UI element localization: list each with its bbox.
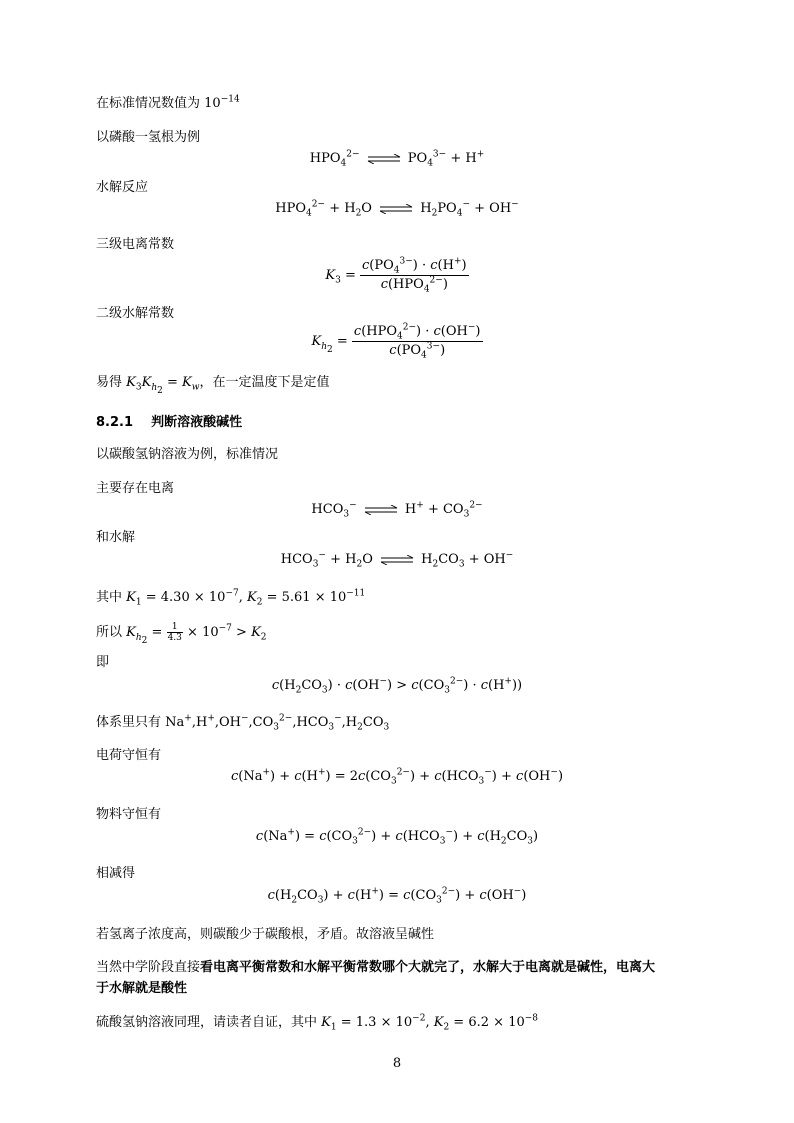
- text-line: 即: [96, 655, 110, 670]
- equation-mass-balance: $c(Na^+) = c(CO_3^{2-}) + c(HCO_3^-) + c(H_2CO_3)$: [255, 827, 539, 847]
- equation-hpo4-hydrolysis: $HPO_4^{2-} + H_2O$ $H_2PO_4^- + OH^-$: [275, 199, 519, 219]
- equation-hpo4-ionization: $HPO_4^{2-}$ $PO_4^{3-} + H^+$: [309, 149, 485, 169]
- text-line: 易得 $K_3K_{h_2} = K_w$，在一定温度下是定值: [96, 375, 330, 396]
- text-line: 三级电离常数: [96, 237, 175, 252]
- equation-inequality: $c(H_2CO_3) \cdot c(OH^-) > c(CO_3^{2-}) \cdot c(H^+)$): [271, 676, 523, 696]
- text-line: 以磷酸一氢根为例: [96, 130, 201, 145]
- text-line: 在标准情况数值为 $10^{-14}$: [96, 94, 240, 111]
- text-line: 电荷守恒有: [96, 748, 162, 763]
- equation-subtraction: $c(H_2CO_3) + c(H^+) = c(CO_3^{2-}) + c(OH^-)$: [267, 886, 527, 906]
- equilibrium-arrow-icon: [367, 154, 401, 164]
- text-line: 相减得: [96, 866, 136, 881]
- equation-hco3-hydrolysis: $HCO_3^- + H_2O$ $H_2CO_3 + OH^-$: [280, 550, 514, 570]
- equilibrium-arrow-icon: [364, 505, 398, 515]
- text-line: 水解反应: [96, 180, 149, 195]
- text-line: 体系里只有 $Na^+,H^+,OH^-,CO_3^{2-},HCO_3^-,H_2CO_3$: [96, 713, 390, 733]
- equilibrium-arrow-icon: [379, 204, 413, 214]
- equation-k3: $K_3$ = $\frac{c(PO_4^{3-}) \cdot c(H^+)}{c(HPO_4^{2-})}$: [325, 256, 467, 295]
- section-heading: 8.2.1 判断溶液酸碱性: [96, 415, 243, 430]
- text-line: 若氢离子浓度高，则碳酸少于碳酸根，矛盾。故溶液呈碱性: [96, 927, 435, 942]
- text-line: 以碳酸氢钠溶液为例，标准情况: [96, 447, 279, 462]
- equation-kh2: $K_{h_2}$ = $\frac{c(HPO_4^{2-}) \cdot c(OH^-)}{c(PO_4^{3-})}$: [311, 322, 481, 361]
- equilibrium-arrow-icon: [380, 555, 414, 565]
- text-line: 物料守恒有: [96, 807, 162, 822]
- text-line: 主要存在电离: [96, 481, 175, 496]
- page-number: 8: [392, 1056, 402, 1071]
- equation-hco3-ionization: $HCO_3^-$ $H^+ + CO_3^{2-}$: [311, 500, 483, 520]
- text-line: 硫酸氢钠溶液同理，请读者自证，其中 $K_1 = 1.3 \times 10^{-2}$, $K_2 = 6.2 \times 10^{-8}$: [96, 1013, 539, 1033]
- text-line: 于水解就是酸性: [96, 981, 188, 996]
- text-line: 和水解: [96, 530, 136, 545]
- text-line: 当然中学阶段直接看电离平衡常数和水解平衡常数哪个大就完了，水解大于电离就是碱性，电离大: [96, 960, 656, 975]
- text-line: 所以 $K_{h_2}$ = $\frac{1}{4.3}$ × $10^{-7} > K_2$: [96, 622, 267, 646]
- equation-charge-balance: $c(Na^+) + c(H^+) = 2c(CO_3^{2-}) + c(HCO_3^-) + c(OH^-)$: [230, 767, 564, 787]
- text-line: 二级水解常数: [96, 306, 175, 321]
- text-line: 其中 $K_1 = 4.30 \times 10^{-7}$, $K_2 = 5.61 \times 10^{-11}$: [96, 588, 366, 608]
